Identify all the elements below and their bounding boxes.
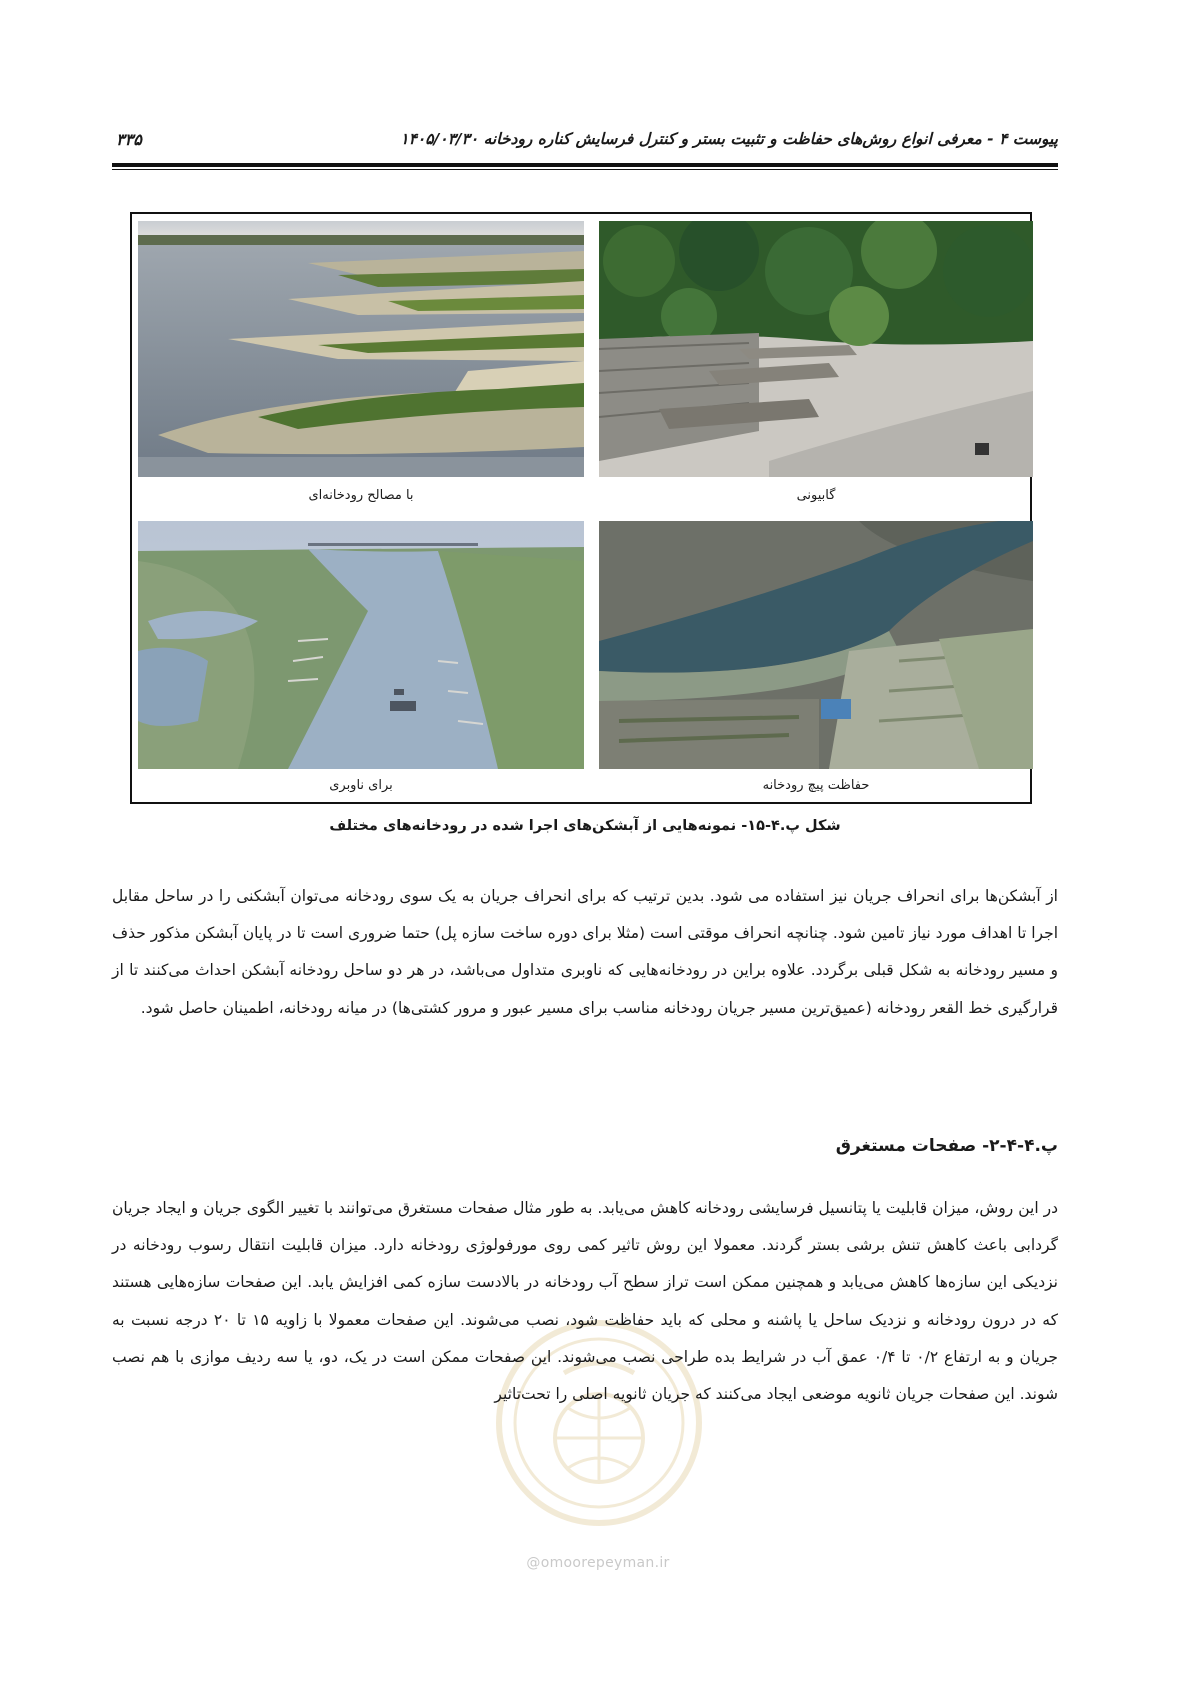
photo-caption-material: با مصالح رودخانه‌ای: [308, 488, 414, 503]
header-rule-thick: [112, 163, 1058, 167]
header-rule-thin: [112, 169, 1058, 170]
section-heading: پ.۴-۴-۲- صفحات مستغرق: [835, 1136, 1058, 1156]
photo-navigation-river: [138, 521, 584, 769]
header-title: پیوست ۴ - معرفی انواع روش‌های حفاظت و تثبیت بستر و کنترل فرسایش کناره رودخانه ۱۴۰۵/۰۳/۳۰: [400, 130, 1058, 148]
page-number: ۳۳۵: [116, 130, 142, 149]
paragraph-submerged-vanes: در این روش، میزان قابلیت یا پتانسیل فرسایشی رودخانه کاهش می‌یابد. به طور مثال صفحات مستغرق می‌توانند با تغییر الگوی جریان و ایجاد جریان گردابی باعث کاهش تنش برشی بستر گردند. معمولا این روش تاثیر کمی روی مورفولوژی رودخانه دارد. میزان قابلیت انتقال رسوب رودخانه در نزدیکی این سازه‌ها کاهش می‌یابد و همچنین ممکن است تراز سطح آب رودخانه در بالادست سازه کمی افزایش یابد. این صفحات سازه‌هایی هستند که در درون رودخانه و نزدیک ساحل یا پاشنه و محلی که باید حفاظت شود، نصب می‌شوند. این صفحات معمولا با زاویه ۱۵ تا ۲۰ درجه نسبت به جریان و به ارتفاع ۰/۲ تا ۰/۴ عمق آب در شرایط بده طراحی نصب می‌شوند. این صفحات ممکن است در یک، دو، یا سه ردیف موازی با هم نصب شوند. این صفحات جریان ثانویه موضعی ایجاد می‌کنند که جریان ثانویه اصلی را تحت‌تاثیر: [112, 1199, 1058, 1404]
paragraph-diversion: از آبشکن‌ها برای انحراف جریان نیز استفاده می شود. بدین ترتیب که برای انحراف جریان به یک سوی رودخانه می‌توان آبشکنی را در ساحل مقابل اجرا تا اهداف مورد نیاز تامین شود. چنانچه انحراف موقتی است (مثلا برای دوره ساخت سازه پل) حتما ضروری است تا در پایان آبشکن مذکور حذف و مسیر رودخانه به شکل قبلی برگردد. علاوه براین در رودخانه‌هایی که ناوبری متداول می‌باشد، در هر دو ساحل رودخانه آبشکن احداث می‌کنند تا از قرارگیری خط القعر رودخانه (عمیق‌ترین مسیر جریان رودخانه مناسب برای مسیر عبور و مرور کشتی‌ها) در میانه رودخانه، اطمینان حاصل شود.: [112, 887, 1058, 1017]
watermark-text: @omoorepeyman.ir: [526, 1555, 670, 1571]
figure-title: شکل پ.۴-۱۵- نمونه‌هایی از آبشکن‌های اجرا شده در رودخانه‌های مختلف: [329, 818, 841, 834]
photo-gabion-spurs: [599, 221, 1033, 477]
photo-river-bend-protection: [599, 521, 1033, 769]
photo-caption-gabion: گابیونی: [796, 488, 836, 503]
photo-river-material-spurs: [138, 221, 584, 477]
photo-caption-bend: حفاظت پیچ رودخانه: [762, 778, 870, 793]
photo-caption-navigation: برای ناوبری: [329, 778, 393, 793]
page-header: [112, 128, 1058, 160]
